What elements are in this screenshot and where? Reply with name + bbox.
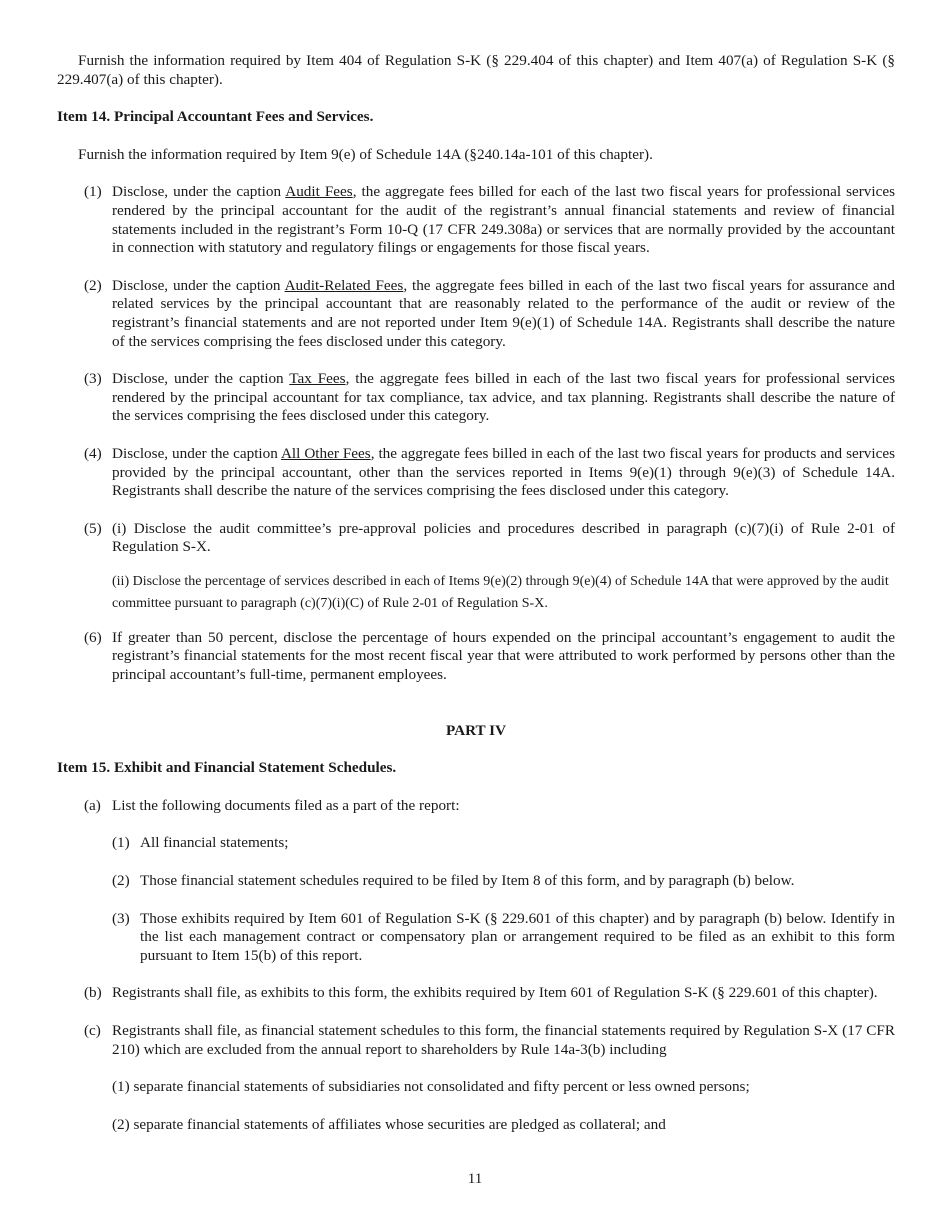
page-number: 11	[467, 1170, 483, 1187]
item-number: (3)	[112, 909, 130, 927]
item15-c	[84, 1022, 895, 1059]
item-text: Those exhibits required by Item 601 of Regulation S-K (§ 229.601 of this chapter) and by paragraph (b) below. Identify in the list each management contract or compensatory plan or arrangement required to be filed as an exhibit to this form pursuant to Item 15(b) of this report.	[140, 909, 895, 964]
item14-heading: Item 14. Principal Accountant Fees and Services.	[57, 108, 374, 126]
item-number: (3)	[84, 370, 102, 388]
item-text: Registrants shall file, as financial statement schedules to this form, the financial statements required by Regulation S-X (17 CFR 210) which are excluded from the annual report to shareholders by Rule 14a-3(b) including	[112, 1022, 895, 1058]
item-number: (1)	[84, 183, 102, 201]
item14-list-item-5	[84, 520, 895, 557]
item15-b	[84, 984, 895, 1003]
item-number: (5)	[84, 519, 102, 537]
item-text: Those financial statement schedules required to be filed by Item 8 of this form, and by paragraph (b) below.	[140, 872, 795, 890]
caption-tax-fees: Tax Fees	[289, 370, 346, 388]
item-text: Disclose, under the caption All Other Fees, the aggregate fees billed in each of the last two fiscal years for products and services provided by the principal accountant, other than the services reported in Items 9(e)(1) through 9(e)(3) of Schedule 14A. Registrants shall describe the nature of the services comprising the fees disclosed under this category.	[112, 444, 895, 500]
item-text: If greater than 50 percent, disclose the percentage of hours expended on the principal accountant’s engagement to audit the registrant’s financial statements for the most recent fiscal year that were attributed to work performed by persons other than the principal accountant’s full-time, permanent employees.	[112, 628, 895, 684]
caption-audit-related-fees: Audit-Related Fees	[284, 276, 404, 294]
item-number: (2)	[112, 872, 130, 890]
item-number: (6)	[84, 628, 102, 646]
item-number: (c)	[84, 1022, 101, 1039]
item-number: (2)	[84, 276, 102, 294]
caption-audit-fees: Audit Fees	[285, 183, 353, 201]
intro-paragraph: Furnish the information required by Item 404 of Regulation S-K (§ 229.404 of this chapter) and Item 407(a) of Regulation S-K (§ 229.407(a) of this chapter).	[57, 52, 895, 88]
part-title: PART IV	[445, 721, 507, 739]
item14-list-item-6	[84, 629, 895, 685]
item-text: (i) Disclose the audit committee’s pre-approval policies and procedures described in paragraph (c)(7)(i) of Rule 2-01 of Regulation S-X.	[112, 519, 895, 556]
item15-a-sub-1	[112, 834, 895, 853]
item-number: (b)	[84, 984, 102, 1002]
caption-all-other-fees: All Other Fees	[280, 444, 371, 462]
item14-list-item-1	[84, 183, 895, 257]
item14-list-item-5-ii: (ii) Disclose the percentage of services described in each of Items 9(e)(2) through 9(e)(4) of Schedule 14A that were approved by the audit committee pursuant to paragraph (c)(7)(i)(C) of Rule 2-01 of Regulation S-X.	[112, 573, 889, 611]
item15-c-sub-1: (1) separate financial statements of subsidiaries not consolidated and fifty percent or less owned persons;	[112, 1078, 750, 1096]
item14-intro: Furnish the information required by Item 9(e) of Schedule 14A (§240.14a-101 of this chapter).	[78, 145, 653, 163]
item-number: (4)	[84, 444, 102, 462]
item15-a-sub-3	[112, 910, 895, 966]
item-text: All financial statements;	[140, 834, 289, 852]
item15-a	[84, 797, 895, 816]
item15-c-sub-2: (2) separate financial statements of affiliates whose securities are pledged as collateral; and	[112, 1115, 666, 1133]
item-text: Registrants shall file, as exhibits to this form, the exhibits required by Item 601 of Regulation S-K (§ 229.601 of this chapter).	[112, 984, 878, 1002]
item-text: Disclose, under the caption Audit-Related Fees, the aggregate fees billed in each of the last two fiscal years for assurance and related services by the principal accountant that are reasonably related to the performance of the audit or review of the registrant’s financial statements and are not reported under Item 9(e)(1) of Schedule 14A. Registrants shall describe the nature of the services comprising the fees disclosed under this category.	[112, 276, 895, 350]
item15-a-sub-2	[112, 872, 895, 891]
item-text: List the following documents filed as a part of the report:	[112, 796, 460, 814]
item-text: Disclose, under the caption Audit Fees, the aggregate fees billed for each of the last two fiscal years for professional services rendered by the principal accountant for the audit of the registrant’s annual financial statements and review of financial statements included in the registrant’s Form 10-Q (17 CFR 249.308a) or services that are normally provided by the accountant in connection with statutory and regulatory filings or engagements for those fiscal years.	[112, 183, 895, 257]
item14-list-item-3	[84, 370, 895, 426]
item14-list-item-2	[84, 277, 895, 351]
item-number: (1)	[112, 834, 130, 852]
item15-heading: Item 15. Exhibit and Financial Statement Schedules.	[57, 759, 397, 777]
document-page	[57, 52, 895, 1134]
item-number: (a)	[84, 796, 101, 814]
item-text: Disclose, under the caption Tax Fees, the aggregate fees billed in each of the last two fiscal years for professional services rendered by the principal accountant for tax compliance, tax advice, and tax planning. Registrants shall describe the nature of the services comprising the fees disclosed under this category.	[112, 370, 896, 425]
item14-list-item-4	[84, 445, 895, 501]
